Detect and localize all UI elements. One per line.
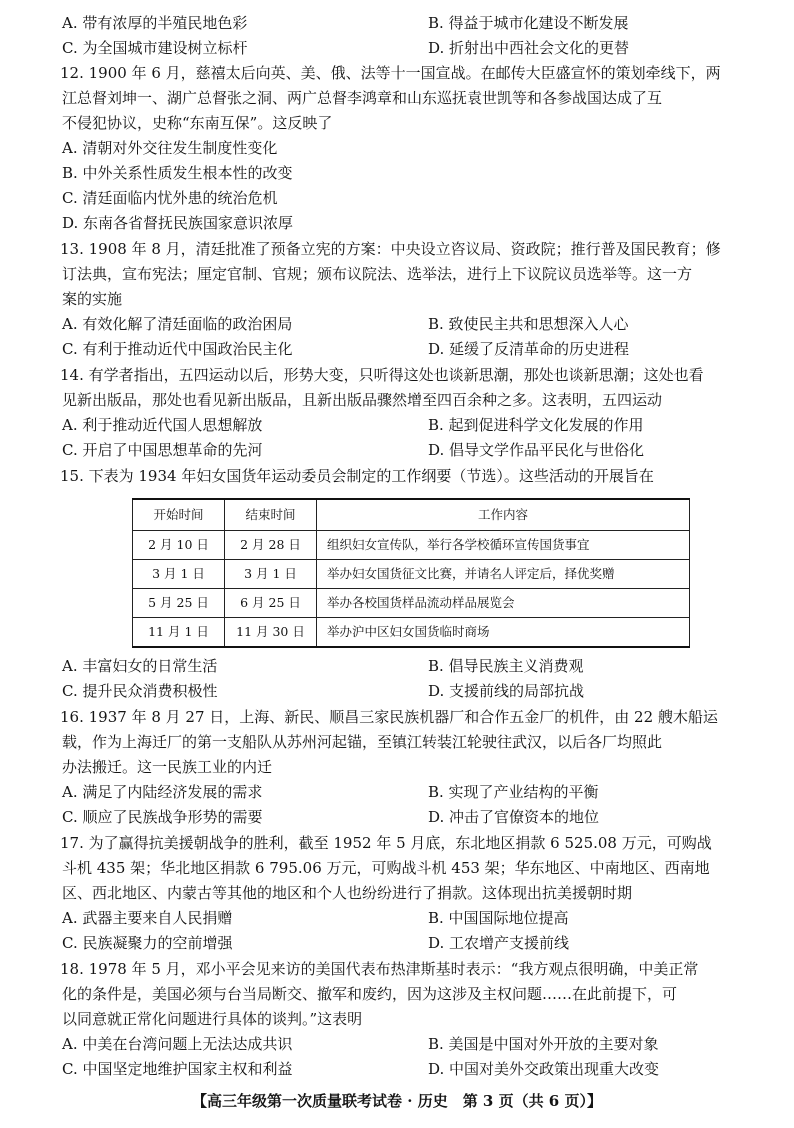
table-cell-end: 6 月 25 日 — [225, 589, 317, 618]
q11-option-d: D. 折射出中西社会文化的更替 — [428, 39, 630, 57]
q17-stem-line-2: 斗机 435 架；华北地区捐款 6 795.06 万元，可购战斗机 453 架；华东地区、中南地区、西南地 — [62, 859, 710, 877]
q18-option-b: B. 美国是中国对外开放的主要对象 — [428, 1035, 659, 1053]
q16-stem-line-3: 办法搬迁。这一民族工业的内迁 — [62, 758, 273, 776]
q11-option-c: C. 为全国城市建设树立标杆 — [62, 39, 248, 57]
q14-option-c: C. 开启了中国思想革命的先河 — [62, 441, 263, 459]
q18-option-a: A. 中美在台湾问题上无法达成共识 — [62, 1035, 293, 1053]
q12-stem-line-1: 12. 1900 年 6 月，慈禧太后向英、美、俄、法等十一国宣战。在邮传大臣盛宣怀的策划牵线下，两 — [60, 64, 721, 82]
q12-stem-line-2: 江总督刘坤一、湖广总督张之洞、两广总督李鸿章和山东巡抚袁世凯等和各参战国达成了互 — [62, 89, 663, 107]
q17-option-a: A. 武器主要来自人民捐赠 — [62, 909, 233, 927]
table-row — [133, 618, 690, 648]
q14-option-b: B. 起到促进科学文化发展的作用 — [428, 416, 644, 434]
q16-option-c: C. 顺应了民族战争形势的需要 — [62, 808, 263, 826]
q15-option-b: B. 倡导民族主义消费观 — [428, 657, 584, 675]
table-cell-start: 3 月 1 日 — [133, 560, 225, 589]
table-cell-end: 2 月 28 日 — [225, 531, 317, 560]
q14-stem-line-2: 见新出版品，那处也看见新出版品，且新出版品骤然增至四百余种之多。这表明，五四运动 — [62, 391, 663, 409]
q13-stem-line-1: 13. 1908 年 8 月，清廷批准了预备立宪的方案：中央设立咨议局、资政院；推行普及国民教育；修 — [60, 240, 721, 258]
q12-option-c: C. 清廷面临内忧外患的统治危机 — [62, 189, 278, 207]
table-cell-start: 11 月 1 日 — [133, 618, 225, 648]
table-cell-content: 举办各校国货样品流动样品展览会 — [317, 589, 690, 618]
q13-option-a: A. 有效化解了清廷面临的政治困局 — [62, 315, 293, 333]
q15-option-d: D. 支援前线的局部抗战 — [428, 682, 585, 700]
q15-stem-line-1: 15. 下表为 1934 年妇女国货年运动委员会制定的工作纲要（节选）。这些活动的开展旨在 — [60, 467, 654, 485]
table-header-row — [133, 499, 690, 531]
q15-option-a: A. 丰富妇女的日常生活 — [62, 657, 218, 675]
q13-option-b: B. 致使民主共和思想深入人心 — [428, 315, 629, 333]
table-cell-content: 举办沪中区妇女国货临时商场 — [317, 618, 690, 648]
table-row — [133, 589, 690, 618]
q14-option-a: A. 利于推动近代国人思想解放 — [62, 416, 263, 434]
table-cell-end: 3 月 1 日 — [225, 560, 317, 589]
q15-option-c: C. 提升民众消费积极性 — [62, 682, 218, 700]
q12-stem-line-3: 不侵犯协议，史称“东南互保”。这反映了 — [62, 114, 333, 132]
q17-option-c: C. 民族凝聚力的空前增强 — [62, 934, 233, 952]
q18-stem-line-1: 18. 1978 年 5 月，邓小平会见来访的美国代表布热津斯基时表示：“我方观点很明确，中美正常 — [60, 960, 699, 978]
q14-stem-line-1: 14. 有学者指出，五四运动以后，形势大变，只听得这处也谈新思潮，那处也谈新思潮；这处也看 — [60, 366, 704, 384]
q13-option-d: D. 延缓了反清革命的历史进程 — [428, 340, 630, 358]
q16-option-a: A. 满足了内陆经济发展的需求 — [62, 783, 263, 801]
q16-stem-line-1: 16. 1937 年 8 月 27 日，上海、新民、顺昌三家民族机器厂和合作五金厂的机件，由 22 艘木船运 — [60, 708, 718, 726]
q17-option-b: B. 中国国际地位提高 — [428, 909, 569, 927]
q18-stem-line-3: 以同意就正常化问题进行具体的谈判。”这表明 — [62, 1010, 363, 1028]
q14-option-d: D. 倡导文学作品平民化与世俗化 — [428, 441, 645, 459]
q17-stem-line-3: 区、西北地区、内蒙古等其他的地区和个人也纷纷进行了捐款。这体现出抗美援朝时期 — [62, 884, 633, 902]
table-cell-start: 2 月 10 日 — [133, 531, 225, 560]
q15-table — [132, 498, 689, 648]
q12-option-d: D. 东南各省督抚民族国家意识浓厚 — [62, 214, 294, 232]
table-cell-start: 5 月 25 日 — [133, 589, 225, 618]
q16-option-b: B. 实现了产业结构的平衡 — [428, 783, 599, 801]
table-cell-end: 11 月 30 日 — [225, 618, 317, 648]
q13-option-c: C. 有利于推动近代中国政治民主化 — [62, 340, 293, 358]
table-header-end: 结束时间 — [225, 499, 317, 531]
q17-option-d: D. 工农增产支援前线 — [428, 934, 570, 952]
table-cell-content: 举办妇女国货征文比赛，并请名人评定后，择优奖赠 — [317, 560, 690, 589]
table-row — [133, 531, 690, 560]
table-header-start: 开始时间 — [133, 499, 225, 531]
table-cell-content: 组织妇女宣传队，举行各学校循环宣传国货事宜 — [317, 531, 690, 560]
q11-option-b: B. 得益于城市化建设不断发展 — [428, 14, 629, 32]
q16-stem-line-2: 载，作为上海迁厂的第一支船队从苏州河起锚，至镇江转装江轮驶往武汉，以后各厂均照此 — [62, 733, 663, 751]
q12-option-b: B. 中外关系性质发生根本性的改变 — [62, 164, 293, 182]
q13-stem-line-3: 案的实施 — [62, 290, 123, 308]
q18-option-c: C. 中国坚定地维护国家主权和利益 — [62, 1060, 293, 1078]
q16-option-d: D. 冲击了官僚资本的地位 — [428, 808, 600, 826]
q13-stem-line-2: 订法典，宣布宪法；厘定官制、官规；颁布议院法、选举法，进行上下议院议员选举等。这一方 — [62, 265, 693, 283]
q12-option-a: A. 清朝对外交往发生制度性变化 — [62, 139, 278, 157]
table-header-content: 工作内容 — [317, 499, 690, 531]
q17-stem-line-1: 17. 为了赢得抗美援朝战争的胜利，截至 1952 年 5 月底，东北地区捐款 6 525.08 万元，可购战 — [60, 834, 712, 852]
table-row — [133, 560, 690, 589]
page-footer: 【高三年级第一次质量联考试卷 · 历史 第 3 页（共 6 页）】 — [192, 1092, 602, 1110]
q11-option-a: A. 带有浓厚的半殖民地色彩 — [62, 14, 248, 32]
q18-option-d: D. 中国对美外交政策出现重大改变 — [428, 1060, 660, 1078]
q18-stem-line-2: 化的条件是，美国必须与台当局断交、撤军和废约，因为这涉及主权问题……在此前提下，可 — [62, 985, 678, 1003]
